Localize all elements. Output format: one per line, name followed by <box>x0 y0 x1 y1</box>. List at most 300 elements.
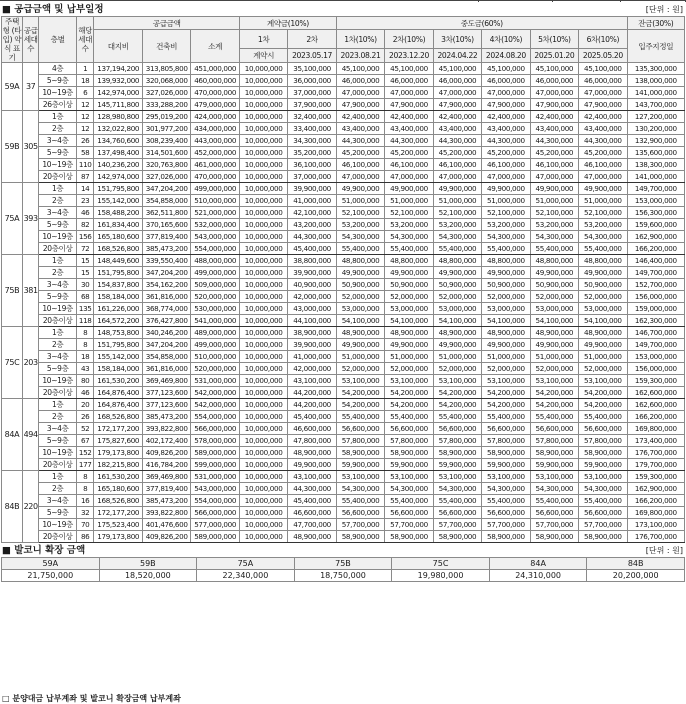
amount-cell: 53,000,000 <box>530 303 578 315</box>
amount-cell: 368,774,000 <box>142 303 190 315</box>
amount-cell: 50,900,000 <box>336 279 384 291</box>
balcony-type-cell: 59B <box>99 558 197 570</box>
unit-type-cell: 59A <box>2 63 23 111</box>
amount-cell: 58,900,000 <box>433 447 481 459</box>
floor-cell: 20층이상 <box>39 171 76 183</box>
amount-cell: 10,000,000 <box>239 159 287 171</box>
amount-cell: 54,300,000 <box>482 231 530 243</box>
amount-cell: 49,900,000 <box>579 183 628 195</box>
alloc-cell: 26 <box>76 411 94 423</box>
amount-cell: 452,000,000 <box>191 147 239 159</box>
alloc-cell: 46 <box>76 207 94 219</box>
amount-cell: 166,200,000 <box>627 411 684 423</box>
amount-cell: 44,300,000 <box>385 135 433 147</box>
balcony-type-cell: 84A <box>489 558 587 570</box>
amount-cell: 42,000,000 <box>288 291 336 303</box>
amount-cell: 169,800,000 <box>627 423 684 435</box>
supply-units-cell: 393 <box>22 183 39 255</box>
amount-cell: 48,900,000 <box>579 327 628 339</box>
amount-cell: 54,200,000 <box>336 387 384 399</box>
amount-cell: 347,204,200 <box>142 183 190 195</box>
amount-cell: 132,900,000 <box>627 135 684 147</box>
amount-cell: 38,900,000 <box>288 327 336 339</box>
amount-cell: 55,400,000 <box>530 243 578 255</box>
header-middle-3: 3차(10%) <box>433 30 481 49</box>
amount-cell: 176,700,000 <box>627 531 684 543</box>
alloc-cell: 118 <box>76 315 94 327</box>
amount-cell: 58,900,000 <box>579 531 628 543</box>
amount-cell: 377,123,600 <box>142 387 190 399</box>
header-movein: 입주지정일 <box>627 30 684 63</box>
amount-cell: 401,476,600 <box>142 519 190 531</box>
amount-cell: 49,900,000 <box>482 183 530 195</box>
table-row <box>2 339 685 351</box>
amount-cell: 53,100,000 <box>530 375 578 387</box>
amount-cell: 54,300,000 <box>433 483 481 495</box>
floor-cell: 10~19층 <box>39 447 76 459</box>
amount-cell: 58,900,000 <box>579 447 628 459</box>
alloc-cell: 80 <box>76 375 94 387</box>
amount-cell: 58,900,000 <box>385 447 433 459</box>
amount-cell: 10,000,000 <box>239 255 287 267</box>
amount-cell: 58,900,000 <box>530 531 578 543</box>
amount-cell: 377,123,600 <box>142 399 190 411</box>
amount-cell: 43,000,000 <box>288 303 336 315</box>
unit-type-cell: 59B <box>2 111 23 183</box>
amount-cell: 424,000,000 <box>191 111 239 123</box>
amount-cell: 179,173,800 <box>94 531 142 543</box>
table-row <box>2 435 685 447</box>
account-section-title: □ 분양대금 납부계좌 및 발코니 확장금액 납부계좌 <box>2 694 181 703</box>
amount-cell: 56,600,000 <box>433 507 481 519</box>
amount-cell: 54,200,000 <box>433 387 481 399</box>
alloc-cell: 20 <box>76 399 94 411</box>
amount-cell: 10,000,000 <box>239 387 287 399</box>
alloc-cell: 110 <box>76 159 94 171</box>
amount-cell: 41,000,000 <box>288 195 336 207</box>
amount-cell: 49,900,000 <box>482 339 530 351</box>
amount-cell: 56,600,000 <box>482 423 530 435</box>
amount-cell: 50,900,000 <box>433 279 481 291</box>
table-row <box>2 303 685 315</box>
amount-cell: 52,000,000 <box>482 291 530 303</box>
amount-cell: 151,795,800 <box>94 183 142 195</box>
amount-cell: 44,200,000 <box>288 387 336 399</box>
amount-cell: 10,000,000 <box>239 135 287 147</box>
floor-cell: 3~4층 <box>39 423 76 435</box>
amount-cell: 43,400,000 <box>433 123 481 135</box>
amount-cell: 10,000,000 <box>239 519 287 531</box>
amount-cell: 47,900,000 <box>336 99 384 111</box>
amount-cell: 43,200,000 <box>288 219 336 231</box>
schedule-section-title: ■ 공급금액 및 납부일정 <box>2 4 104 15</box>
amount-cell: 40,900,000 <box>288 279 336 291</box>
amount-cell: 48,800,000 <box>336 255 384 267</box>
amount-cell: 47,000,000 <box>530 87 578 99</box>
alloc-cell: 8 <box>76 327 94 339</box>
amount-cell: 45,100,000 <box>482 63 530 75</box>
amount-cell: 327,026,000 <box>142 171 190 183</box>
amount-cell: 48,900,000 <box>288 531 336 543</box>
amount-cell: 54,100,000 <box>530 315 578 327</box>
supply-units-cell: 203 <box>22 327 39 399</box>
amount-cell: 479,000,000 <box>191 99 239 111</box>
amount-cell: 354,162,200 <box>142 279 190 291</box>
amount-cell: 168,526,800 <box>94 495 142 507</box>
amount-cell: 42,400,000 <box>482 111 530 123</box>
supply-units-cell: 381 <box>22 255 39 327</box>
amount-cell: 53,200,000 <box>530 219 578 231</box>
amount-cell: 47,000,000 <box>579 87 628 99</box>
amount-cell: 38,800,000 <box>288 255 336 267</box>
alloc-cell: 86 <box>76 531 94 543</box>
amount-cell: 53,100,000 <box>433 375 481 387</box>
amount-cell: 10,000,000 <box>239 123 287 135</box>
table-row <box>2 495 685 507</box>
amount-cell: 139,932,000 <box>94 75 142 87</box>
amount-cell: 52,000,000 <box>433 291 481 303</box>
amount-cell: 510,000,000 <box>191 195 239 207</box>
amount-cell: 361,816,000 <box>142 363 190 375</box>
header-middle-1-date: 2023.08.21 <box>336 49 384 63</box>
supply-price-schedule-table <box>1 16 685 543</box>
amount-cell: 155,142,000 <box>94 195 142 207</box>
amount-cell: 42,400,000 <box>579 111 628 123</box>
amount-cell: 158,488,200 <box>94 207 142 219</box>
amount-cell: 44,300,000 <box>579 135 628 147</box>
alloc-cell: 70 <box>76 519 94 531</box>
amount-cell: 175,523,400 <box>94 519 142 531</box>
amount-cell: 53,100,000 <box>433 471 481 483</box>
amount-cell: 49,900,000 <box>385 267 433 279</box>
amount-cell: 320,763,800 <box>142 159 190 171</box>
amount-cell: 55,400,000 <box>433 411 481 423</box>
floor-cell: 1층 <box>39 327 76 339</box>
amount-cell: 58,900,000 <box>433 531 481 543</box>
floor-cell: 2층 <box>39 411 76 423</box>
alloc-cell: 18 <box>76 351 94 363</box>
amount-cell: 308,239,400 <box>142 135 190 147</box>
amount-cell: 166,200,000 <box>627 243 684 255</box>
unit-type-cell: 75C <box>2 327 23 399</box>
amount-cell: 589,000,000 <box>191 531 239 543</box>
amount-cell: 33,400,000 <box>288 123 336 135</box>
amount-cell: 46,000,000 <box>579 75 628 87</box>
header-balance: 잔금(30%) <box>627 17 684 30</box>
amount-cell: 46,600,000 <box>288 423 336 435</box>
amount-cell: 542,000,000 <box>191 387 239 399</box>
amount-cell: 162,600,000 <box>627 387 684 399</box>
amount-cell: 47,000,000 <box>336 87 384 99</box>
amount-cell: 45,100,000 <box>433 63 481 75</box>
amount-cell: 55,400,000 <box>385 243 433 255</box>
amount-cell: 161,530,200 <box>94 471 142 483</box>
amount-cell: 49,900,000 <box>288 459 336 471</box>
amount-cell: 51,000,000 <box>336 195 384 207</box>
amount-cell: 44,100,000 <box>288 315 336 327</box>
amount-cell: 51,000,000 <box>530 351 578 363</box>
header-contract-1: 1차 <box>239 30 287 49</box>
amount-cell: 45,100,000 <box>336 63 384 75</box>
amount-cell: 140,236,200 <box>94 159 142 171</box>
alloc-cell: 1 <box>76 63 94 75</box>
alloc-cell: 82 <box>76 219 94 231</box>
amount-cell: 541,000,000 <box>191 315 239 327</box>
header-middle-4-date: 2024.08.20 <box>482 49 530 63</box>
header-middle-4: 4차(10%) <box>482 30 530 49</box>
amount-cell: 10,000,000 <box>239 87 287 99</box>
amount-cell: 42,100,000 <box>288 207 336 219</box>
amount-cell: 149,700,000 <box>627 183 684 195</box>
amount-cell: 554,000,000 <box>191 411 239 423</box>
floor-cell: 2층 <box>39 483 76 495</box>
amount-cell: 48,900,000 <box>336 327 384 339</box>
amount-cell: 56,600,000 <box>336 423 384 435</box>
balcony-value-cell: 22,340,000 <box>197 570 295 582</box>
floor-cell: 5~9층 <box>39 435 76 447</box>
amount-cell: 461,000,000 <box>191 159 239 171</box>
amount-cell: 45,200,000 <box>530 147 578 159</box>
amount-cell: 48,900,000 <box>288 447 336 459</box>
amount-cell: 45,400,000 <box>288 243 336 255</box>
amount-cell: 49,900,000 <box>530 267 578 279</box>
amount-cell: 46,100,000 <box>336 159 384 171</box>
amount-cell: 46,600,000 <box>288 507 336 519</box>
amount-cell: 443,000,000 <box>191 135 239 147</box>
amount-cell: 54,200,000 <box>385 387 433 399</box>
amount-cell: 53,000,000 <box>336 303 384 315</box>
amount-cell: 58,900,000 <box>482 447 530 459</box>
floor-cell: 5~9층 <box>39 219 76 231</box>
amount-cell: 488,000,000 <box>191 255 239 267</box>
table-row <box>2 219 685 231</box>
amount-cell: 46,100,000 <box>530 159 578 171</box>
amount-cell: 54,300,000 <box>336 483 384 495</box>
header-total: 소계 <box>191 30 239 63</box>
amount-cell: 10,000,000 <box>239 507 287 519</box>
amount-cell: 48,900,000 <box>530 327 578 339</box>
amount-cell: 577,000,000 <box>191 519 239 531</box>
amount-cell: 10,000,000 <box>239 147 287 159</box>
amount-cell: 169,800,000 <box>627 507 684 519</box>
amount-cell: 43,400,000 <box>530 123 578 135</box>
amount-cell: 393,822,800 <box>142 423 190 435</box>
amount-cell: 45,200,000 <box>482 147 530 159</box>
amount-cell: 57,800,000 <box>385 435 433 447</box>
amount-cell: 54,100,000 <box>336 315 384 327</box>
floor-cell: 5~9층 <box>39 147 76 159</box>
amount-cell: 55,400,000 <box>336 243 384 255</box>
amount-cell: 159,300,000 <box>627 375 684 387</box>
table-row <box>2 99 685 111</box>
amount-cell: 54,200,000 <box>579 399 628 411</box>
amount-cell: 52,100,000 <box>579 207 628 219</box>
alloc-cell: 87 <box>76 171 94 183</box>
amount-cell: 10,000,000 <box>239 231 287 243</box>
amount-cell: 35,100,000 <box>288 63 336 75</box>
amount-cell: 340,246,200 <box>142 327 190 339</box>
alloc-cell: 15 <box>76 267 94 279</box>
table-row <box>2 63 685 75</box>
amount-cell: 44,200,000 <box>288 399 336 411</box>
amount-cell: 470,000,000 <box>191 87 239 99</box>
amount-cell: 49,900,000 <box>336 267 384 279</box>
amount-cell: 42,400,000 <box>385 111 433 123</box>
amount-cell: 59,900,000 <box>336 459 384 471</box>
amount-cell: 314,501,600 <box>142 147 190 159</box>
amount-cell: 56,600,000 <box>579 507 628 519</box>
amount-cell: 37,900,000 <box>288 99 336 111</box>
table-row <box>2 447 685 459</box>
header-middle-5: 5차(10%) <box>530 30 578 49</box>
amount-cell: 52,000,000 <box>385 291 433 303</box>
balcony-type-cell: 84B <box>587 558 685 570</box>
amount-cell: 58,900,000 <box>385 531 433 543</box>
amount-cell: 566,000,000 <box>191 507 239 519</box>
amount-cell: 52,100,000 <box>385 207 433 219</box>
table-row <box>2 207 685 219</box>
amount-cell: 46,000,000 <box>433 75 481 87</box>
floor-cell: 1층 <box>39 471 76 483</box>
floor-cell: 10~19층 <box>39 231 76 243</box>
floor-cell: 20층이상 <box>39 459 76 471</box>
amount-cell: 52,000,000 <box>579 291 628 303</box>
amount-cell: 161,834,400 <box>94 219 142 231</box>
amount-cell: 137,498,400 <box>94 147 142 159</box>
amount-cell: 43,400,000 <box>482 123 530 135</box>
amount-cell: 333,288,200 <box>142 99 190 111</box>
amount-cell: 54,200,000 <box>530 387 578 399</box>
amount-cell: 142,974,000 <box>94 171 142 183</box>
amount-cell: 176,700,000 <box>627 447 684 459</box>
amount-cell: 48,900,000 <box>385 327 433 339</box>
amount-cell: 434,000,000 <box>191 123 239 135</box>
amount-cell: 327,026,000 <box>142 87 190 99</box>
amount-cell: 53,000,000 <box>579 303 628 315</box>
balcony-value-cell: 19,980,000 <box>392 570 490 582</box>
amount-cell: 10,000,000 <box>239 63 287 75</box>
header-middle-2: 2차(10%) <box>385 30 433 49</box>
floor-cell: 1층 <box>39 183 76 195</box>
amount-cell: 521,000,000 <box>191 207 239 219</box>
amount-cell: 145,711,800 <box>94 99 142 111</box>
amount-cell: 48,800,000 <box>482 255 530 267</box>
amount-cell: 47,900,000 <box>579 99 628 111</box>
amount-cell: 55,400,000 <box>482 495 530 507</box>
amount-cell: 45,200,000 <box>579 147 628 159</box>
amount-cell: 510,000,000 <box>191 351 239 363</box>
amount-cell: 51,000,000 <box>385 195 433 207</box>
balcony-type-cell: 75B <box>294 558 392 570</box>
amount-cell: 154,837,800 <box>94 279 142 291</box>
amount-cell: 48,800,000 <box>579 255 628 267</box>
alloc-cell: 12 <box>76 99 94 111</box>
amount-cell: 55,400,000 <box>385 495 433 507</box>
alloc-cell: 23 <box>76 195 94 207</box>
amount-cell: 141,000,000 <box>627 171 684 183</box>
amount-cell: 10,000,000 <box>239 171 287 183</box>
unit-type-cell: 75B <box>2 255 23 327</box>
amount-cell: 42,400,000 <box>433 111 481 123</box>
alloc-cell: 14 <box>76 183 94 195</box>
header-middle-3-date: 2024.04.22 <box>433 49 481 63</box>
amount-cell: 499,000,000 <box>191 183 239 195</box>
amount-cell: 43,100,000 <box>288 471 336 483</box>
amount-cell: 470,000,000 <box>191 171 239 183</box>
table-row <box>2 183 685 195</box>
balcony-section-title: ■ 발코니 확장 금액 <box>2 545 86 556</box>
amount-cell: 10,000,000 <box>239 207 287 219</box>
amount-cell: 54,200,000 <box>433 399 481 411</box>
header-contract: 계약금(10%) <box>239 17 336 30</box>
amount-cell: 409,826,200 <box>142 531 190 543</box>
floor-cell: 10~19층 <box>39 159 76 171</box>
amount-cell: 59,900,000 <box>530 459 578 471</box>
amount-cell: 10,000,000 <box>239 423 287 435</box>
amount-cell: 182,215,800 <box>94 459 142 471</box>
alloc-cell: 156 <box>76 231 94 243</box>
balcony-type-cell: 75C <box>392 558 490 570</box>
amount-cell: 162,900,000 <box>627 483 684 495</box>
amount-cell: 554,000,000 <box>191 243 239 255</box>
header-supply: 공급금액 <box>94 17 239 30</box>
amount-cell: 52,000,000 <box>433 363 481 375</box>
amount-cell: 54,100,000 <box>433 315 481 327</box>
amount-cell: 47,000,000 <box>433 87 481 99</box>
amount-cell: 520,000,000 <box>191 291 239 303</box>
balcony-value-cell: 18,750,000 <box>294 570 392 582</box>
amount-cell: 402,172,400 <box>142 435 190 447</box>
amount-cell: 377,819,400 <box>142 231 190 243</box>
amount-cell: 530,000,000 <box>191 303 239 315</box>
schedule-section-header <box>0 3 686 16</box>
header-middle-6-date: 2025.05.20 <box>579 49 628 63</box>
header-middle-2-date: 2023.12.20 <box>385 49 433 63</box>
amount-cell: 566,000,000 <box>191 423 239 435</box>
amount-cell: 39,900,000 <box>288 339 336 351</box>
floor-cell: 1층 <box>39 399 76 411</box>
alloc-cell: 18 <box>76 75 94 87</box>
amount-cell: 47,000,000 <box>433 171 481 183</box>
amount-cell: 162,900,000 <box>627 231 684 243</box>
amount-cell: 37,000,000 <box>288 171 336 183</box>
amount-cell: 179,700,000 <box>627 459 684 471</box>
amount-cell: 52,000,000 <box>530 291 578 303</box>
floor-cell: 5~9층 <box>39 291 76 303</box>
amount-cell: 10,000,000 <box>239 495 287 507</box>
header-middle: 중도금(60%) <box>336 17 627 30</box>
amount-cell: 165,180,600 <box>94 231 142 243</box>
table-row <box>2 75 685 87</box>
amount-cell: 416,784,200 <box>142 459 190 471</box>
table-row <box>2 327 685 339</box>
amount-cell: 42,000,000 <box>288 363 336 375</box>
table-row <box>2 135 685 147</box>
amount-cell: 589,000,000 <box>191 447 239 459</box>
amount-cell: 55,400,000 <box>482 411 530 423</box>
floor-cell: 5~9층 <box>39 363 76 375</box>
table-row <box>2 519 685 531</box>
schedule-body <box>2 63 685 543</box>
amount-cell: 159,600,000 <box>627 219 684 231</box>
amount-cell: 56,600,000 <box>385 423 433 435</box>
amount-cell: 45,200,000 <box>385 147 433 159</box>
amount-cell: 51,000,000 <box>530 195 578 207</box>
amount-cell: 10,000,000 <box>239 459 287 471</box>
amount-cell: 47,700,000 <box>288 519 336 531</box>
amount-cell: 46,100,000 <box>433 159 481 171</box>
table-row <box>2 363 685 375</box>
